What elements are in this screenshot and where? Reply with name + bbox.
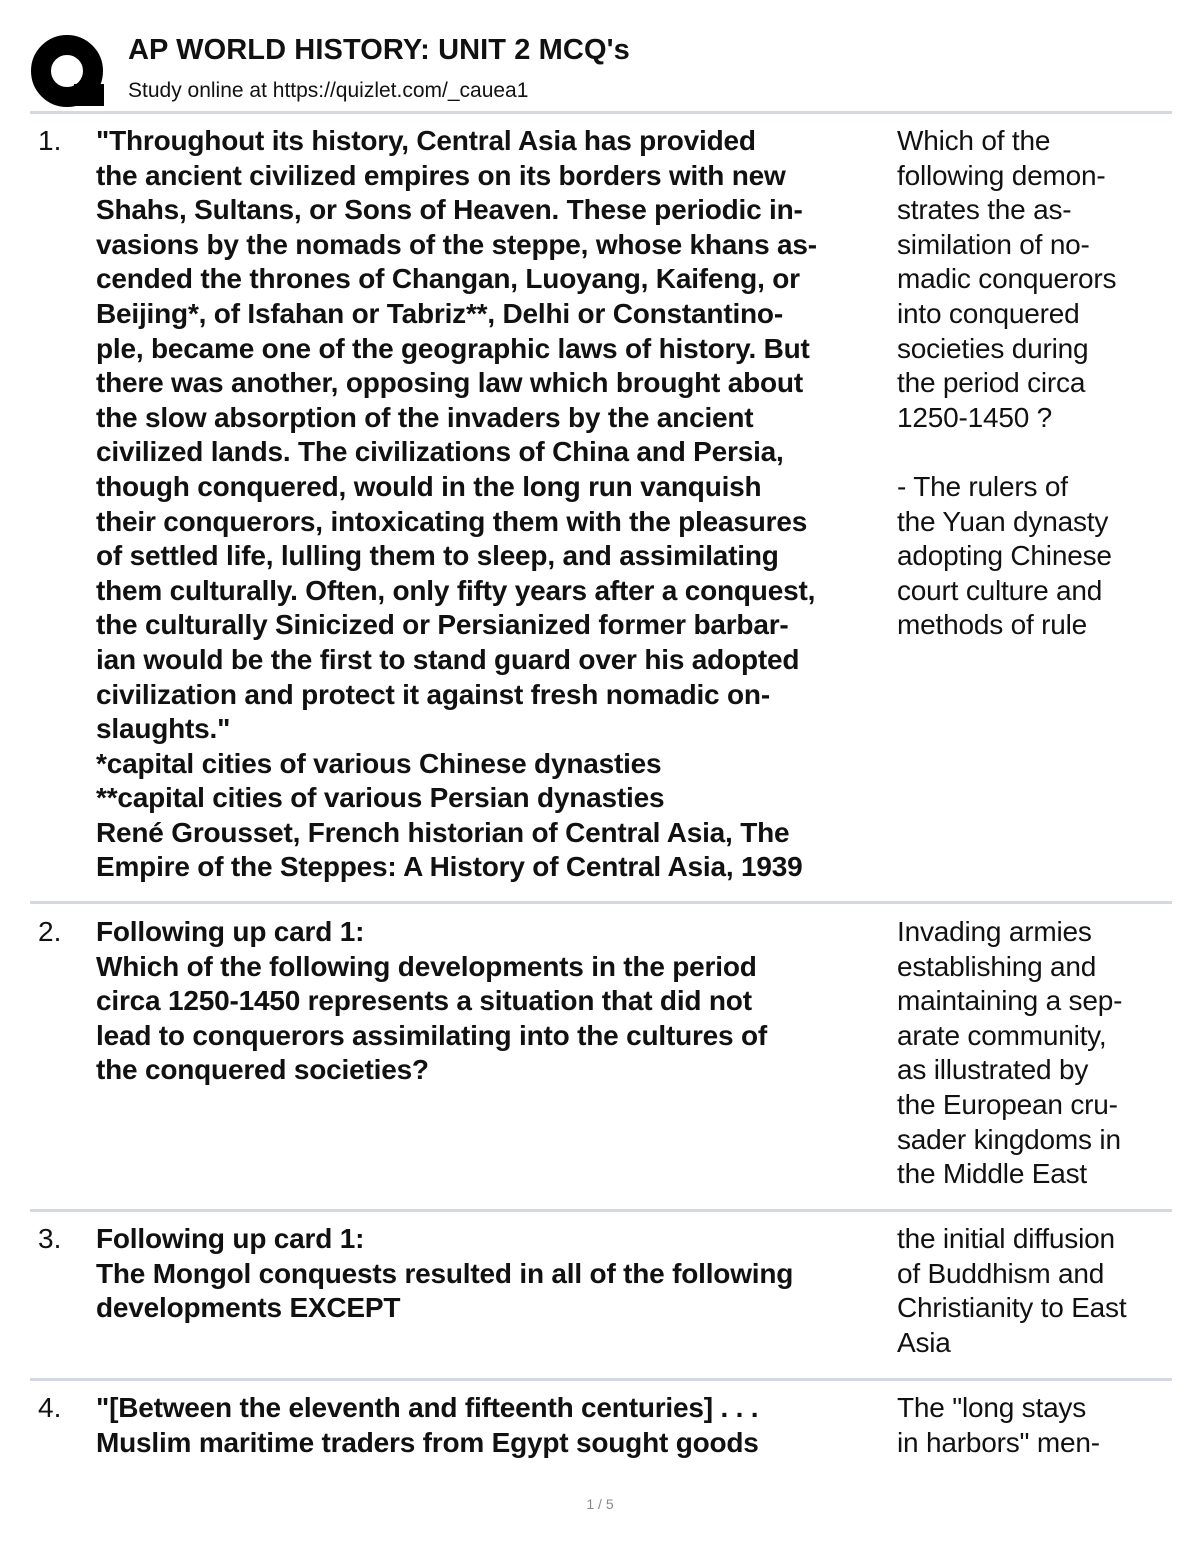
card-term: Following up card 1: The Mongol conquests resulted in all of the following developments EXCEPT [96, 1223, 794, 1324]
document-header [30, 28, 1175, 108]
card-term: "[Between the eleventh and fifteenth centuries] . . . Muslim maritime traders from Egypt sought goods [96, 1392, 759, 1458]
document-title: AP WORLD HISTORY: UNIT 2 MCQ's [128, 34, 630, 66]
document-subtitle: Study online at https://quizlet.com/_cauea1 [128, 79, 529, 102]
page-indicator: 1 / 5 [586, 1496, 614, 1512]
card-number: 2. [38, 916, 62, 947]
card-number: 4. [38, 1392, 62, 1423]
card-definition: The "long stays in harbors" men- [897, 1392, 1100, 1458]
quizlet-logo [30, 34, 106, 110]
divider [30, 111, 1172, 114]
card-term: "Throughout its history, Central Asia has provided the ancient civilized empires on its borders with new Shahs, Sultans, or Sons of Heaven. These periodic in- vasions by the nomads of the steppe, whose khans as- cended the thrones of Changan, Luoyang, Kaifeng, or Beijing*, of Isfahan or Tabriz**, Delhi or Constantino- ple, became one of the geographic laws of history. But there was another, opposing law which brought about the slow absorption of the invaders by the ancient civilized lands. The civilizations of China and Persia, though conquered, would in the long run vanquish their conquerors, intoxicating them with the pleasures of settled life, lulling them to sleep, and assimilating them culturally. Often, only fifty years after a conquest, the culturally Sinicized or Persianized former barbar- ian would be the first to stand guard over his adopted civilization and protect it against fresh nomadic on- slaughts." *capital cities of various Chinese dynasties **capital cities of various Persian dynasties René Grousset, French historian of Central Asia, The Empire of the Steppes: A History of Central Asia, 1939 [96, 125, 817, 883]
card-number: 1. [38, 125, 62, 156]
card-term: Following up card 1: Which of the following developments in the period circa 1250-1450 represents a situation that did not lead to conquerors assimilating into the cultures of the conquered societies? [96, 916, 768, 1086]
divider [30, 901, 1172, 904]
card-definition: Which of the following demon- strates the as- similation of no- madic conquerors into conquered societies during the period circa 1250-1450 ? - The rulers of the Yuan dynasty adopting Chinese court culture and methods of rule [897, 125, 1117, 641]
card-definition: Invading armies establishing and maintaining a sep- arate community, as illustrated by the European cru- sader kingdoms in the Middle East [897, 916, 1123, 1190]
divider [30, 1378, 1172, 1381]
card-number: 3. [38, 1223, 62, 1254]
card-definition: the initial diffusion of Buddhism and Christianity to East Asia [897, 1223, 1127, 1358]
divider [30, 1209, 1172, 1212]
